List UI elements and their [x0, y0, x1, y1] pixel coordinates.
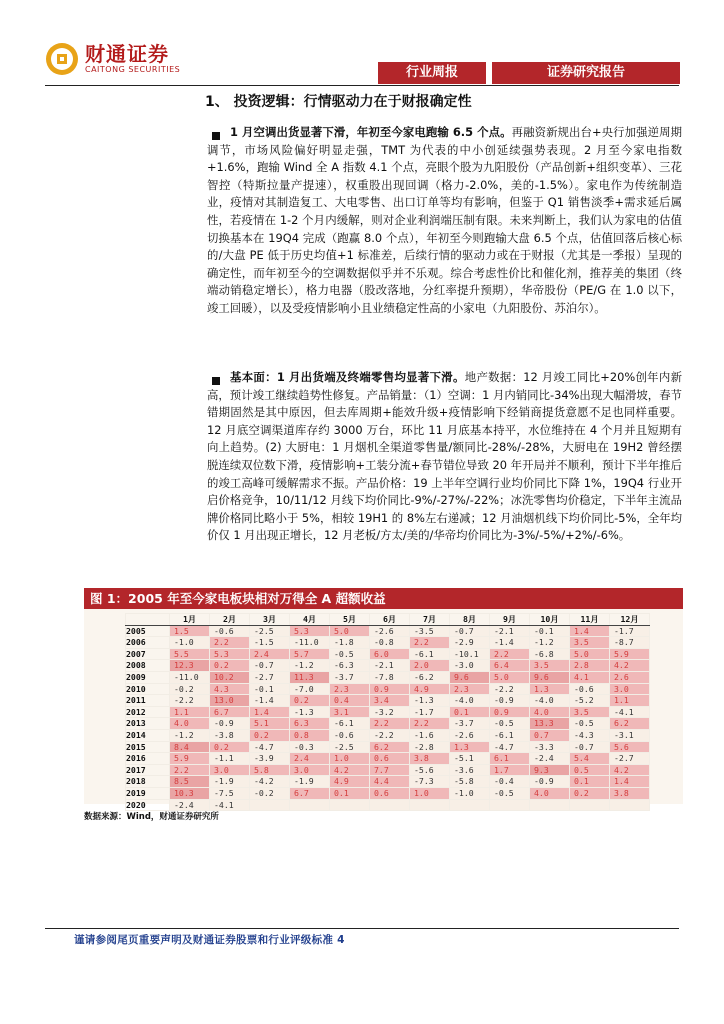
- heatmap-cell: [370, 799, 410, 811]
- heatmap-cell: -0.1: [250, 683, 290, 695]
- heatmap-cell: -1.2: [530, 637, 570, 649]
- heatmap-cell: -2.8: [410, 741, 450, 753]
- heatmap-cell: [530, 799, 570, 811]
- heatmap-cell: -6.3: [330, 660, 370, 672]
- section-title: 1、 投资逻辑：行情驱动力在于财报确定性: [205, 94, 472, 110]
- heatmap-cell: 0.2: [210, 660, 250, 672]
- heatmap-cell: -4.1: [610, 706, 650, 718]
- heatmap-cell: 5.4: [570, 753, 610, 765]
- logo-name-en: CAITONG SECURITIES: [85, 65, 181, 74]
- heatmap-cell: -4.7: [490, 741, 530, 753]
- table-row: [126, 753, 650, 765]
- heatmap-cell: -3.0: [450, 660, 490, 672]
- heatmap-cell: -1.6: [410, 729, 450, 741]
- heatmap-cell: 3.0: [210, 764, 250, 776]
- heatmap-cell: -4.2: [250, 776, 290, 788]
- row-year: 2005: [126, 625, 170, 637]
- table-row: [126, 799, 650, 811]
- heatmap-cell: 5.0: [490, 671, 530, 683]
- heatmap-cell: -6.2: [410, 671, 450, 683]
- heatmap-cell: -2.5: [330, 741, 370, 753]
- heatmap-cell: 10.2: [210, 671, 250, 683]
- heatmap-cell: 1.0: [330, 753, 370, 765]
- heatmap-cell: 1.1: [610, 695, 650, 707]
- heatmap-cell: 9.6: [530, 671, 570, 683]
- heatmap-cell: 0.1: [330, 787, 370, 799]
- report-type-label: 行业周报: [378, 62, 486, 84]
- column-header: 1月: [170, 614, 210, 626]
- heatmap-cell: -2.2: [170, 695, 210, 707]
- heatmap-cell: -1.4: [490, 637, 530, 649]
- heatmap-cell: 4.3: [210, 683, 250, 695]
- table-row: [126, 729, 650, 741]
- heatmap-cell: 4.1: [570, 671, 610, 683]
- heatmap-cell: 6.2: [370, 741, 410, 753]
- heatmap-cell: -2.4: [530, 753, 570, 765]
- heatmap-cell: 0.1: [570, 776, 610, 788]
- heatmap-cell: 8.5: [170, 776, 210, 788]
- heatmap-cell: -2.7: [610, 753, 650, 765]
- heatmap-cell: 6.3: [290, 718, 330, 730]
- heatmap-cell: 2.2: [410, 637, 450, 649]
- column-header: 12月: [610, 614, 650, 626]
- heatmap-cell: 5.1: [250, 718, 290, 730]
- heatmap-cell: -1.2: [290, 660, 330, 672]
- heatmap-cell: 5.3: [210, 648, 250, 660]
- row-year: 2018: [126, 776, 170, 788]
- heatmap-cell: -0.6: [570, 683, 610, 695]
- heatmap-cell: -0.7: [450, 625, 490, 637]
- table-row: [126, 648, 650, 660]
- heatmap-cell: 2.2: [410, 718, 450, 730]
- heatmap-cell: 5.9: [170, 753, 210, 765]
- heatmap-cell: -0.5: [490, 787, 530, 799]
- heatmap-cell: 5.0: [330, 625, 370, 637]
- heatmap-cell: -2.6: [370, 625, 410, 637]
- heatmap-cell: -4.7: [250, 741, 290, 753]
- heatmap-cell: [290, 799, 330, 811]
- heatmap-cell: -5.8: [450, 776, 490, 788]
- table-row: [126, 741, 650, 753]
- heatmap-cell: 2.6: [610, 671, 650, 683]
- heatmap-cell: 7.7: [370, 764, 410, 776]
- heatmap-cell: 10.3: [170, 787, 210, 799]
- heatmap-cell: [410, 799, 450, 811]
- heatmap-cell: 0.9: [490, 706, 530, 718]
- heatmap-cell: -0.7: [570, 741, 610, 753]
- heatmap-cell: -0.9: [530, 776, 570, 788]
- heatmap-cell: -1.0: [170, 637, 210, 649]
- heatmap-cell: -2.5: [250, 625, 290, 637]
- heatmap-cell: -1.3: [410, 695, 450, 707]
- table-row: [126, 671, 650, 683]
- heatmap-cell: 1.4: [610, 776, 650, 788]
- heatmap-cell: 5.3: [290, 625, 330, 637]
- heatmap-cell: 3.0: [290, 764, 330, 776]
- heatmap-cell: 2.2: [490, 648, 530, 660]
- column-header: 9月: [490, 614, 530, 626]
- heatmap-cell: -2.1: [370, 660, 410, 672]
- logo-coin-icon: [45, 42, 79, 76]
- heatmap-cell: 4.9: [410, 683, 450, 695]
- figure-title: 图 1：2005 年至今家电板块相对万得全 A 超额收益: [84, 588, 683, 609]
- heatmap-cell: [250, 799, 290, 811]
- heatmap-cell: -3.5: [410, 625, 450, 637]
- heatmap-cell: 5.0: [570, 648, 610, 660]
- heatmap-cell: -7.5: [210, 787, 250, 799]
- heatmap-cell: -0.2: [250, 787, 290, 799]
- heatmap-cell: -11.0: [290, 637, 330, 649]
- heatmap-cell: 2.8: [570, 660, 610, 672]
- heatmap-cell: 6.0: [370, 648, 410, 660]
- heatmap-cell: 0.8: [290, 729, 330, 741]
- heatmap-cell: -2.9: [450, 637, 490, 649]
- heatmap-cell: -1.8: [330, 637, 370, 649]
- column-header: 10月: [530, 614, 570, 626]
- heatmap-cell: -0.5: [570, 718, 610, 730]
- paragraph-lead: 基本面：1 月出货端及终端零售均显著下滑。: [230, 370, 465, 384]
- heatmap-cell: -1.0: [450, 787, 490, 799]
- heatmap-cell: 3.1: [330, 706, 370, 718]
- heatmap-cell: [450, 799, 490, 811]
- heatmap-cell: 3.0: [610, 683, 650, 695]
- column-header: 2月: [210, 614, 250, 626]
- heatmap-cell: -2.2: [490, 683, 530, 695]
- heatmap-cell: -1.7: [610, 625, 650, 637]
- heatmap-cell: 4.0: [530, 706, 570, 718]
- heatmap-cell: -2.7: [250, 671, 290, 683]
- table-row: [126, 706, 650, 718]
- heatmap-cell: [570, 799, 610, 811]
- heatmap-cell: -4.1: [210, 799, 250, 811]
- heatmap-cell: -2.4: [170, 799, 210, 811]
- heatmap-cell: -5.1: [450, 753, 490, 765]
- heatmap-cell: -1.1: [210, 753, 250, 765]
- heatmap-cell: 1.1: [170, 706, 210, 718]
- heatmap-cell: 4.2: [330, 764, 370, 776]
- data-source: 数据来源：Wind，财通证券研究所: [84, 812, 219, 822]
- heatmap-cell: 2.4: [250, 648, 290, 660]
- table-row: [126, 683, 650, 695]
- heatmap-cell: 4.0: [530, 787, 570, 799]
- paragraph-body: 再融资新规出台+央行加强逆周期调节，市场风险偏好明显走强，TMT 为代表的中小创延续强势表现。2 月至今家电指数+1.6%，跑输 Wind 全 A 指数 4.1 个点，亮眼个股为九阳股份（产品创新+组织变革）、三花智控（特斯拉量产提速），权重股出现回调（格力-2.0%，美的-1.5%）。家电作为传统制造业，疫情对其制造复工、大电零售、出口订单等均有影响，但鉴于 Q1 销售淡季+需求延后属性，若疫情在 1-2 个月内缓解，则对企业利润端压制有限。未来判断上，我们认为家电的估值切换基本在 19Q4 完成（跑赢 8.0 个点），年初至今则跑输大盘 6.5 个点，估值回落后核心标的/大盘 PE 低于历史均值+1 标准差，后续行情的驱动力或在于财报（尤其是一季报）呈现的确定性，而年初至今的空调数据似乎并不乐观。综合考虑性价比和催化剂，推荐美的集团（终端动销稳定增长），格力电器（股改落地，分红率提升预期），华帝股份（PE/G 在 1.0 以下，竣工回暖），以及受疫情影响小且业绩稳定性高的小家电（九阳股份、苏泊尔）。: [207, 125, 682, 315]
- heatmap-cell: 4.2: [610, 764, 650, 776]
- heatmap-cell: 1.7: [490, 764, 530, 776]
- heatmap-cell: [610, 799, 650, 811]
- heatmap-cell: 2.3: [450, 683, 490, 695]
- column-header: 3月: [250, 614, 290, 626]
- excess-return-heatmap: [125, 613, 650, 811]
- heatmap-cell: 5.8: [250, 764, 290, 776]
- heatmap-cell: 1.0: [410, 787, 450, 799]
- heatmap-cell: -10.1: [450, 648, 490, 660]
- column-header: 6月: [370, 614, 410, 626]
- heatmap-cell: 4.0: [170, 718, 210, 730]
- heatmap-cell: 6.4: [490, 660, 530, 672]
- heatmap-cell: 9.3: [530, 764, 570, 776]
- heatmap-cell: 11.3: [290, 671, 330, 683]
- heatmap-cell: 12.3: [170, 660, 210, 672]
- heatmap-cell: 0.2: [290, 695, 330, 707]
- heatmap-cell: -11.0: [170, 671, 210, 683]
- heatmap-cell: -4.0: [450, 695, 490, 707]
- heatmap-cell: 1.4: [250, 706, 290, 718]
- row-year: 2007: [126, 648, 170, 660]
- heatmap-cell: -3.7: [330, 671, 370, 683]
- row-year: 2012: [126, 706, 170, 718]
- heatmap-cell: 6.7: [290, 787, 330, 799]
- row-year: 2010: [126, 683, 170, 695]
- heatmap-cell: -0.4: [490, 776, 530, 788]
- heatmap-cell: -5.2: [570, 695, 610, 707]
- heatmap-cell: -1.5: [250, 637, 290, 649]
- report-category-label: 证券研究报告: [492, 62, 680, 84]
- heatmap-cell: -0.6: [210, 625, 250, 637]
- heatmap-cell: [330, 799, 370, 811]
- heatmap-cell: 1.3: [450, 741, 490, 753]
- row-year: 2011: [126, 695, 170, 707]
- table-row: [126, 637, 650, 649]
- heatmap-cell: 3.5: [570, 706, 610, 718]
- heatmap-cell: -3.8: [210, 729, 250, 741]
- table-row: [126, 787, 650, 799]
- heatmap-cell: 3.8: [410, 753, 450, 765]
- heatmap-cell: 5.5: [170, 648, 210, 660]
- heatmap-cell: 0.9: [370, 683, 410, 695]
- heatmap-cell: 5.9: [610, 648, 650, 660]
- table-row: [126, 660, 650, 672]
- heatmap-cell: -7.3: [410, 776, 450, 788]
- heatmap-cell: -0.5: [490, 718, 530, 730]
- heatmap-cell: 0.5: [570, 764, 610, 776]
- heatmap-cell: 9.6: [450, 671, 490, 683]
- column-header: 4月: [290, 614, 330, 626]
- row-year: 2009: [126, 671, 170, 683]
- heatmap-cell: -1.2: [170, 729, 210, 741]
- heatmap-cell: -6.1: [330, 718, 370, 730]
- heatmap-cell: -0.9: [210, 718, 250, 730]
- heatmap-cell: 4.9: [330, 776, 370, 788]
- heatmap-cell: -6.1: [410, 648, 450, 660]
- heatmap-cell: -2.1: [490, 625, 530, 637]
- heatmap-cell: 6.1: [490, 753, 530, 765]
- heatmap-cell: [490, 799, 530, 811]
- heatmap-cell: -0.1: [530, 625, 570, 637]
- heatmap-cell: -6.8: [530, 648, 570, 660]
- heatmap-cell: 0.2: [570, 787, 610, 799]
- column-header: 8月: [450, 614, 490, 626]
- heatmap-cell: -4.3: [570, 729, 610, 741]
- heatmap-cell: -1.3: [290, 706, 330, 718]
- heatmap-cell: 3.5: [570, 637, 610, 649]
- heatmap-cell: -3.3: [530, 741, 570, 753]
- heatmap-cell: 1.4: [570, 625, 610, 637]
- row-year: 2015: [126, 741, 170, 753]
- row-year: 2017: [126, 764, 170, 776]
- paragraph-body: 地产数据：12 月竣工同比+20%创年内新高，预计竣工继续趋势性修复。产品销量：（1）空调：1 月内销同比-34%出现大幅滑坡，春节错期固然是其中原因，但去库周期+能效升级+疫情影响下经销商提货意愿不足也同样重要。12 月底空调渠道库存约 3000 万台，环比 11 月底基本持平，水位维持在 4 个月并且短期有向上趋势。(2) 大厨电：1 月烟机全渠道零售量/额同比-28%/-28%，大厨电在 19H2 曾经摆脱连续双位数下滑，疫情影响+工装分流+春节错位导致 20 年开局并不顺利，预计下半年推后的竣工高峰可缓解需求不振。产品价格：19 上半年空调行业均价同比下降 1%，19Q4 行业开启价格竞争，10/11/12 月线下均价同比-9%/-27%/-22%；冰洗零售均价稳定，下半年主流品牌价格同比略小于 5%，相较 19H1 的 8%左右递减；12 月油烟机线下均价同比-5%，全年均价仅 1 月出现正增长，12 月老板/方太/美的/华帝均价同比为-3%/-5%/+2%/-6%。: [207, 370, 682, 543]
- paragraph-lead: 1 月空调出货显著下滑，年初至今家电跑输 6.5 个点。: [230, 125, 512, 139]
- row-year: 2020: [126, 799, 170, 811]
- heatmap-cell: -0.8: [370, 637, 410, 649]
- logo-name-cn: 财通证券: [85, 42, 169, 66]
- heatmap-cell: -6.1: [490, 729, 530, 741]
- header-divider: [45, 85, 679, 86]
- heatmap-cell: 1.3: [530, 683, 570, 695]
- heatmap-cell: -0.2: [170, 683, 210, 695]
- row-year: 2006: [126, 637, 170, 649]
- heatmap-cell: -8.7: [610, 637, 650, 649]
- heatmap-cell: 6.2: [610, 718, 650, 730]
- heatmap-cell: 8.4: [170, 741, 210, 753]
- row-year: 2019: [126, 787, 170, 799]
- heatmap-cell: -0.3: [290, 741, 330, 753]
- heatmap-cell: -1.9: [210, 776, 250, 788]
- heatmap-cell: -7.8: [370, 671, 410, 683]
- heatmap-cell: 2.4: [290, 753, 330, 765]
- heatmap-cell: 5.7: [290, 648, 330, 660]
- heatmap-cell: 0.2: [250, 729, 290, 741]
- heatmap-cell: 1.5: [170, 625, 210, 637]
- heatmap-cell: 4.4: [370, 776, 410, 788]
- heatmap-cell: 2.2: [370, 718, 410, 730]
- heatmap-cell: -2.2: [370, 729, 410, 741]
- heatmap-cell: -5.6: [410, 764, 450, 776]
- paragraph-investment-logic: [207, 124, 682, 318]
- heatmap-cell: -2.6: [450, 729, 490, 741]
- heatmap-cell: -3.1: [610, 729, 650, 741]
- column-header: 5月: [330, 614, 370, 626]
- heatmap-cell: 3.5: [530, 660, 570, 672]
- heatmap-cell: -3.2: [370, 706, 410, 718]
- heatmap-cell: -3.9: [250, 753, 290, 765]
- paragraph-fundamentals: [207, 369, 682, 545]
- column-header: 7月: [410, 614, 450, 626]
- heatmap-cell: 3.8: [610, 787, 650, 799]
- heatmap-cell: 0.6: [370, 787, 410, 799]
- heatmap-cell: 2.0: [410, 660, 450, 672]
- heatmap-cell: -0.9: [490, 695, 530, 707]
- heatmap-cell: -0.6: [330, 729, 370, 741]
- row-year: 2014: [126, 729, 170, 741]
- heatmap-cell: 6.7: [210, 706, 250, 718]
- heatmap-cell: 13.3: [530, 718, 570, 730]
- row-year: 2016: [126, 753, 170, 765]
- heatmap-cell: 0.1: [450, 706, 490, 718]
- table-row: [126, 695, 650, 707]
- table-row: [126, 718, 650, 730]
- heatmap-cell: 0.6: [370, 753, 410, 765]
- column-header: 11月: [570, 614, 610, 626]
- heatmap-cell: -4.0: [530, 695, 570, 707]
- footer-divider: [45, 928, 679, 929]
- heatmap-cell: 0.7: [530, 729, 570, 741]
- heatmap-cell: -1.4: [250, 695, 290, 707]
- row-year: 2008: [126, 660, 170, 672]
- heatmap-cell: 2.2: [170, 764, 210, 776]
- table-row: [126, 776, 650, 788]
- heatmap-cell: -3.6: [450, 764, 490, 776]
- heatmap-cell: 2.3: [330, 683, 370, 695]
- heatmap-cell: 4.2: [610, 660, 650, 672]
- company-logo: [45, 42, 180, 76]
- table-row: [126, 764, 650, 776]
- heatmap-cell: 5.6: [610, 741, 650, 753]
- heatmap-cell: -1.9: [290, 776, 330, 788]
- row-year: 2013: [126, 718, 170, 730]
- heatmap-cell: -0.7: [250, 660, 290, 672]
- footer-disclaimer: 谨请参阅尾页重要声明及财通证券股票和行业评级标准 4: [74, 934, 345, 946]
- heatmap-cell: -0.5: [330, 648, 370, 660]
- heatmap-cell: -7.0: [290, 683, 330, 695]
- heatmap-cell: 2.2: [210, 637, 250, 649]
- heatmap-cell: -1.7: [410, 706, 450, 718]
- table-row: [126, 625, 650, 637]
- heatmap-cell: 0.2: [210, 741, 250, 753]
- heatmap-cell: -3.7: [450, 718, 490, 730]
- heatmap-cell: 0.4: [330, 695, 370, 707]
- heatmap-cell: 13.0: [210, 695, 250, 707]
- heatmap-cell: 3.4: [370, 695, 410, 707]
